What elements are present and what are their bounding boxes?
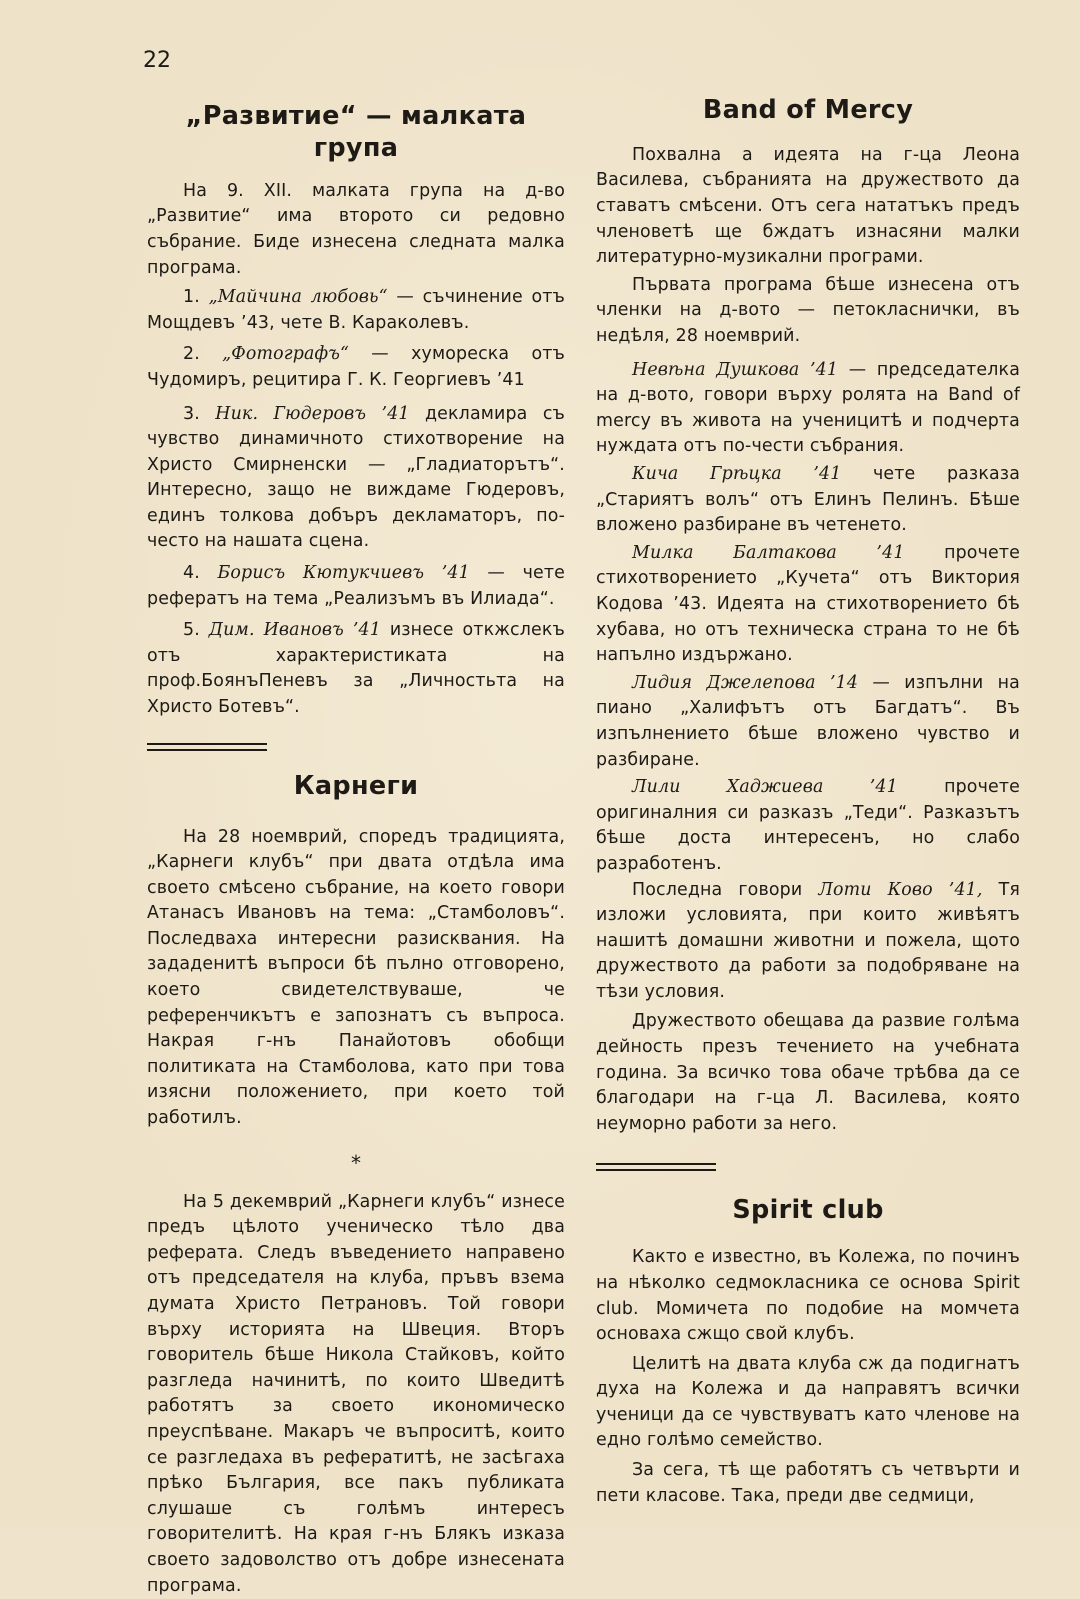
entry-name: Невѣна Душкова ’41: [632, 359, 839, 380]
razvitie-item-5: [147, 618, 565, 720]
item-text: изнесе откжслекъ отъ характеристиката на проф.БоянъПеневъ за „Личностьта на Христо Ботевъ“.: [147, 620, 565, 718]
asterisk-separator: *: [351, 1150, 361, 1175]
razvitie-item-3: [147, 402, 565, 556]
band-entry-2: [596, 462, 1020, 539]
razvitie-intro: На 9. XII. малката група на д-во „Развитие“ има второто си редовно събрание. Биде изнесена следната малка програма.: [147, 180, 565, 278]
entry-name: Милка Балтакова ’41: [632, 542, 905, 563]
item-number: 1.: [183, 287, 209, 308]
item-title: „Майчина любовь“: [208, 287, 388, 308]
spirit-paragraph-2: Целитѣ на двата клуба сж да подигнатъ духа на Колежа и да направятъ всички ученици да се чувствуватъ като членове на едно голѣмо семейство.: [596, 1353, 1020, 1451]
band-entry-1: [596, 358, 1020, 460]
entry-name: Лили Хаджиева ’41: [632, 777, 898, 798]
band-entry-5: [596, 775, 1020, 877]
band-entry-4: [596, 671, 1020, 773]
item-text: — хумореска отъ Чудомиръ, рецитира Г. К. Георгиевъ ’41: [147, 344, 565, 390]
entry-text: — изпълни на пиано „Халифътъ отъ Багдатъ“. Въ изпълнението бѣше вложено чувство и разбиране.: [596, 672, 1020, 770]
item-number: 2.: [183, 344, 223, 365]
item-number: 3.: [183, 403, 216, 424]
entry-text: чете разказа „Стариятъ волъ“ отъ Елинъ Пелинъ. Бѣше вложено разбиране въ четенето.: [596, 464, 1020, 536]
entry-text: прочете оригиналния си разказъ „Теди“. Разказътъ бѣше доста интересенъ, но слабо разработенъ.: [596, 777, 1020, 874]
item-title: „Фотографъ“: [222, 344, 350, 365]
item-text: — чете рефератъ на тема „Реализъмъ въ Илиада“.: [147, 563, 565, 609]
band-entry-6: [596, 878, 1020, 1006]
section-divider: [147, 743, 267, 751]
band-paragraph-3: Дружеството обещава да развие голѣма дейность презъ течението на учебната година. За всичко това обаче трѣбва да се благодари на г-ца Л. Василева, която неуморно работи за него.: [596, 1011, 1020, 1134]
item-name: Ник. Гюдеровъ ’41: [215, 403, 410, 424]
band-paragraph-2: Първата програма бѣше изнесена отъ членки на д-вото — петокласнички, въ недѣля, 28 ноемврий.: [596, 274, 1020, 347]
band-of-mercy-title: Band of Mercy: [702, 95, 914, 125]
spirit-paragraph-3: За сега, тѣ ще работятъ съ четвърти и пети класове. Така, преди две седмици,: [596, 1460, 1020, 1506]
right-column: [596, 95, 1020, 1509]
item-text: декламира съ чувство динамичното стихотворение на Христо Смирненски — „Гладиаторътъ“. Интересно, защо не виждаме Гюдеровъ, единъ толкова добъръ декламаторъ, по-често на нашата сцена.: [147, 403, 565, 552]
entry-name: Лоти Ково ’41,: [818, 879, 983, 900]
karnegi-paragraph-1: На 28 ноемврий, споредъ традицията, „Карнеги клубъ“ при двата отдѣла има своето смѣсено събрание, на което говори Атанасъ Ивановъ на тема: „Стамболовъ“. Последваха интересни разисквания. На зададенитѣ въпроси бѣ пълно отговорено, което свидетелствуваше, че референчикътъ е запознатъ съ въпроса. Накрая г-нъ Панайотовъ обобщи политиката на Стамболова, като при това изясни положението, при което той работилъ.: [147, 826, 565, 1129]
razvitie-item-4: [147, 561, 565, 612]
entry-pre: Последна говори: [632, 879, 819, 900]
razvitie-item-2: [147, 342, 565, 393]
item-text: — съчинение отъ Мощдевъ ’43, чете В. Караколевъ.: [147, 287, 565, 333]
band-entry-3: [596, 541, 1020, 669]
spirit-club-title: Spirit club: [732, 1195, 884, 1226]
page-number: 22: [143, 48, 171, 73]
item-number: 5.: [183, 620, 209, 641]
entry-text: прочете стихотворението „Кучета“ отъ Виктория Кодова ’43. Идеята на стихотворението бѣ хубава, но отъ техническа страна то не бѣ напълно издържано.: [596, 542, 1020, 666]
entry-text: Тя изложи условията, при които живѣятъ нашитѣ домашни животни и пожела, щото дружеството да работи за подобряване на тѣзи условия.: [596, 879, 1020, 1002]
spirit-paragraph-1: Както е известно, въ Колежа, по починъ на нѣколко седмокласника се основа Spirit club. Момичета по подобие на момчета основаха сжщо свой клубъ.: [596, 1247, 1020, 1345]
entry-text: — председателка на д-вото, говори върху ролята на Band of mercy въ живота на ученицитѣ и подчерта нуждата отъ по-чести събрания.: [596, 359, 1020, 457]
item-name: Дим. Ивановъ ’41: [208, 620, 381, 641]
entry-name: Лидия Джелепова ’14: [632, 672, 859, 693]
band-paragraph-1: Похвална а идеята на г-ца Леона Василева, събранията на дружеството да ставатъ смѣсени. Отъ сега нататъкъ предъ членоветѣ ще бждатъ изнасяни малки литературно-музикални програми.: [596, 144, 1020, 268]
entry-name: Кича Грѣцка ’41: [632, 464, 842, 484]
razvitie-item-1: [147, 285, 565, 336]
item-number: 4.: [183, 563, 218, 584]
left-column: [147, 95, 565, 1599]
section-divider: [596, 1163, 716, 1171]
karnegi-paragraph-2: На 5 декемврий „Карнеги клубъ“ изнесе предъ цѣлото ученическо тѣло два реферата. Следъ въведението направено отъ председателя на клуба, пръвъ взема думата Христо Петрановъ. Той говори върху историята на Швеция. Вторъ говоритель бѣше Никола Стайковъ, който разгледа начинитѣ, по които Шведитѣ работятъ за своето икономическо преуспѣване. Макаръ че въпроситѣ, които се разгледаха въ рефератитѣ, не засѣгаха прѣко България, все пакъ публиката слушаше съ голѣмъ интересъ говорителитѣ. На края г-нъ Блякъ изказа своето задоволство отъ добре изнесената програма.: [147, 1191, 565, 1596]
razvitie-title: „Развитие“ — малката група: [185, 101, 527, 163]
item-name: Борисъ Кютукчиевъ ’41: [217, 563, 470, 584]
karnegi-title: Карнеги: [293, 770, 419, 801]
